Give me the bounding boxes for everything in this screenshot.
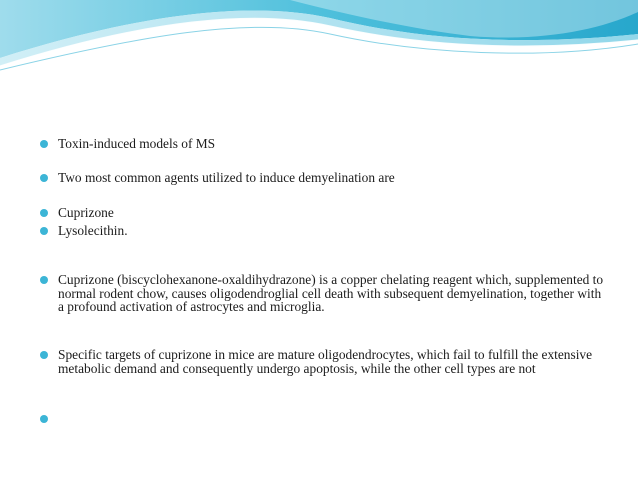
bullet-icon [40, 351, 48, 359]
bullet-icon [40, 276, 48, 284]
list-item [40, 171, 610, 185]
list-item [40, 348, 610, 375]
bullet-icon [40, 227, 48, 235]
bullet-text: Lysolecithin. [58, 223, 128, 238]
list-item [40, 137, 610, 151]
bullet-icon [40, 174, 48, 182]
bullet-icon [40, 415, 48, 423]
list-item [40, 224, 610, 238]
list-item [40, 273, 610, 314]
bullet-icon [40, 209, 48, 217]
bullet-text: Specific targets of cuprizone in mice are mature oligodendrocytes, which fail to fulfill the extensive metabolic demand and consequently undergo apoptosis, while the other cell types are not [58, 347, 593, 376]
bullet-icon [40, 140, 48, 148]
list-item [40, 206, 610, 220]
bullet-text: Cuprizone [58, 205, 114, 220]
bullet-text: Two most common agents utilized to induce demyelination are [58, 170, 395, 185]
bullet-text: Toxin-induced models of MS [58, 136, 216, 151]
bullet-text: Cuprizone (biscyclohexanone-oxaldihydrazone) is a copper chelating reagent which, supplemented to normal rodent chow, causes oligodendroglial cell death with subsequent demyelination, together with a profound activation of astrocytes and microglia. [58, 272, 604, 314]
